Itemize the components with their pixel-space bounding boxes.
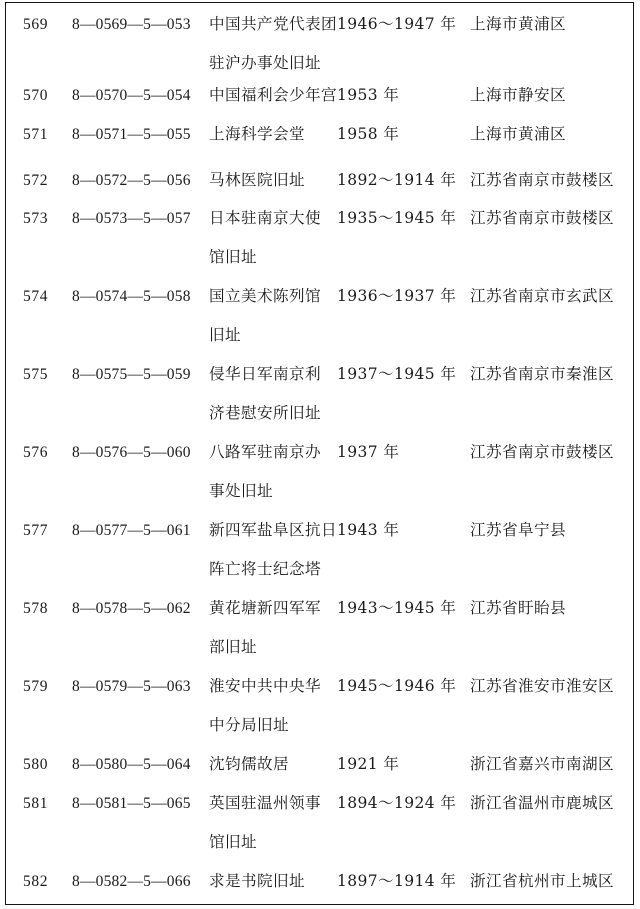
cell-period: 1953 年 xyxy=(337,86,400,104)
cell-period: 1935～1945 年 xyxy=(337,209,457,227)
cell-heritage-code: 8—0578—5—062 xyxy=(72,600,191,617)
cell-location: 上海市静安区 xyxy=(470,86,566,104)
cell-sequence-number: 569 xyxy=(23,16,49,33)
cell-period: 1946～1947 年 xyxy=(337,15,457,33)
cell-site-name-line2: 驻沪办事处旧址 xyxy=(209,54,321,72)
cell-sequence-number: 570 xyxy=(23,87,49,104)
cell-sequence-number: 572 xyxy=(23,172,49,189)
cell-sequence-number: 579 xyxy=(23,678,49,695)
cell-sequence-number: 582 xyxy=(23,873,49,890)
cell-site-name-line2: 馆旧址 xyxy=(209,248,257,266)
cell-location: 江苏省南京市鼓楼区 xyxy=(470,209,614,227)
cell-sequence-number: 571 xyxy=(23,126,49,143)
cell-site-name-line1: 求是书院旧址 xyxy=(209,872,305,890)
cell-heritage-code: 8—0575—5—059 xyxy=(72,366,191,383)
cell-site-name-line1: 淮安中共中央华 xyxy=(209,677,321,695)
cell-site-name-line1: 马林医院旧址 xyxy=(209,171,305,189)
cell-location: 江苏省南京市鼓楼区 xyxy=(470,171,614,189)
cell-heritage-code: 8—0580—5—064 xyxy=(72,756,191,773)
cell-site-name-line2: 旧址 xyxy=(209,326,241,344)
cell-heritage-code: 8—0577—5—061 xyxy=(72,522,191,539)
cell-site-name-line1: 侵华日军南京利 xyxy=(209,365,321,383)
cell-sequence-number: 578 xyxy=(23,600,49,617)
cell-heritage-code: 8—0570—5—054 xyxy=(72,87,191,104)
cell-site-name-line2: 阵亡将士纪念塔 xyxy=(209,560,321,578)
cell-location: 江苏省南京市秦淮区 xyxy=(470,365,614,383)
cell-sequence-number: 576 xyxy=(23,444,49,461)
cell-site-name-line1: 上海科学会堂 xyxy=(209,125,305,143)
cell-site-name-line1: 黄花塘新四军军 xyxy=(209,599,321,617)
cell-location: 江苏省南京市玄武区 xyxy=(470,287,614,305)
cell-site-name-line1: 中国福利会少年宫 xyxy=(209,86,337,104)
cell-sequence-number: 577 xyxy=(23,522,49,539)
cell-site-name-line1: 中国共产党代表团 xyxy=(209,15,337,33)
cell-period: 1945～1946 年 xyxy=(337,677,457,695)
cell-period: 1936～1937 年 xyxy=(337,287,457,305)
cell-site-name-line2: 馆旧址 xyxy=(209,833,257,851)
cell-period: 1958 年 xyxy=(337,125,400,143)
heritage-table xyxy=(5,2,634,905)
cell-location: 上海市黄浦区 xyxy=(470,15,566,33)
cell-period: 1937～1945 年 xyxy=(337,365,457,383)
cell-site-name-line2: 济巷慰安所旧址 xyxy=(209,404,321,422)
cell-sequence-number: 573 xyxy=(23,210,49,227)
cell-sequence-number: 575 xyxy=(23,366,49,383)
cell-site-name-line2: 中分局旧址 xyxy=(209,716,289,734)
cell-sequence-number: 581 xyxy=(23,795,49,812)
cell-site-name-line2: 部旧址 xyxy=(209,638,257,656)
cell-sequence-number: 580 xyxy=(23,756,49,773)
cell-location: 江苏省淮安市淮安区 xyxy=(470,677,614,695)
cell-heritage-code: 8—0576—5—060 xyxy=(72,444,191,461)
table-body xyxy=(6,3,635,906)
cell-period: 1921 年 xyxy=(337,755,400,773)
cell-heritage-code: 8—0572—5—056 xyxy=(72,172,191,189)
cell-site-name-line2: 事处旧址 xyxy=(209,482,273,500)
cell-site-name-line1: 沈钧儒故居 xyxy=(209,755,289,773)
cell-site-name-line1: 八路军驻南京办 xyxy=(209,443,321,461)
cell-heritage-code: 8—0582—5—066 xyxy=(72,873,191,890)
cell-location: 浙江省温州市鹿城区 xyxy=(470,794,614,812)
cell-heritage-code: 8—0579—5—063 xyxy=(72,678,191,695)
cell-location: 浙江省嘉兴市南湖区 xyxy=(470,755,614,773)
cell-period: 1892～1914 年 xyxy=(337,171,457,189)
cell-heritage-code: 8—0574—5—058 xyxy=(72,288,191,305)
cell-location: 江苏省阜宁县 xyxy=(470,521,566,539)
cell-site-name-line1: 国立美术陈列馆 xyxy=(209,287,321,305)
cell-period: 1897～1914 年 xyxy=(337,872,457,890)
cell-location: 浙江省杭州市上城区 xyxy=(470,872,614,890)
cell-period: 1937 年 xyxy=(337,443,400,461)
cell-heritage-code: 8—0569—5—053 xyxy=(72,16,191,33)
cell-location: 上海市黄浦区 xyxy=(470,125,566,143)
cell-period: 1943～1945 年 xyxy=(337,599,457,617)
cell-location: 江苏省盱眙县 xyxy=(470,599,566,617)
cell-site-name-line1: 英国驻温州领事 xyxy=(209,794,321,812)
cell-heritage-code: 8—0571—5—055 xyxy=(72,126,191,143)
cell-site-name-line1: 新四军盐阜区抗日 xyxy=(209,521,337,539)
cell-period: 1943 年 xyxy=(337,521,400,539)
cell-location: 江苏省南京市鼓楼区 xyxy=(470,443,614,461)
cell-heritage-code: 8—0581—5—065 xyxy=(72,795,191,812)
cell-heritage-code: 8—0573—5—057 xyxy=(72,210,191,227)
cell-period: 1894～1924 年 xyxy=(337,794,457,812)
cell-sequence-number: 574 xyxy=(23,288,49,305)
cell-site-name-line1: 日本驻南京大使 xyxy=(209,209,321,227)
